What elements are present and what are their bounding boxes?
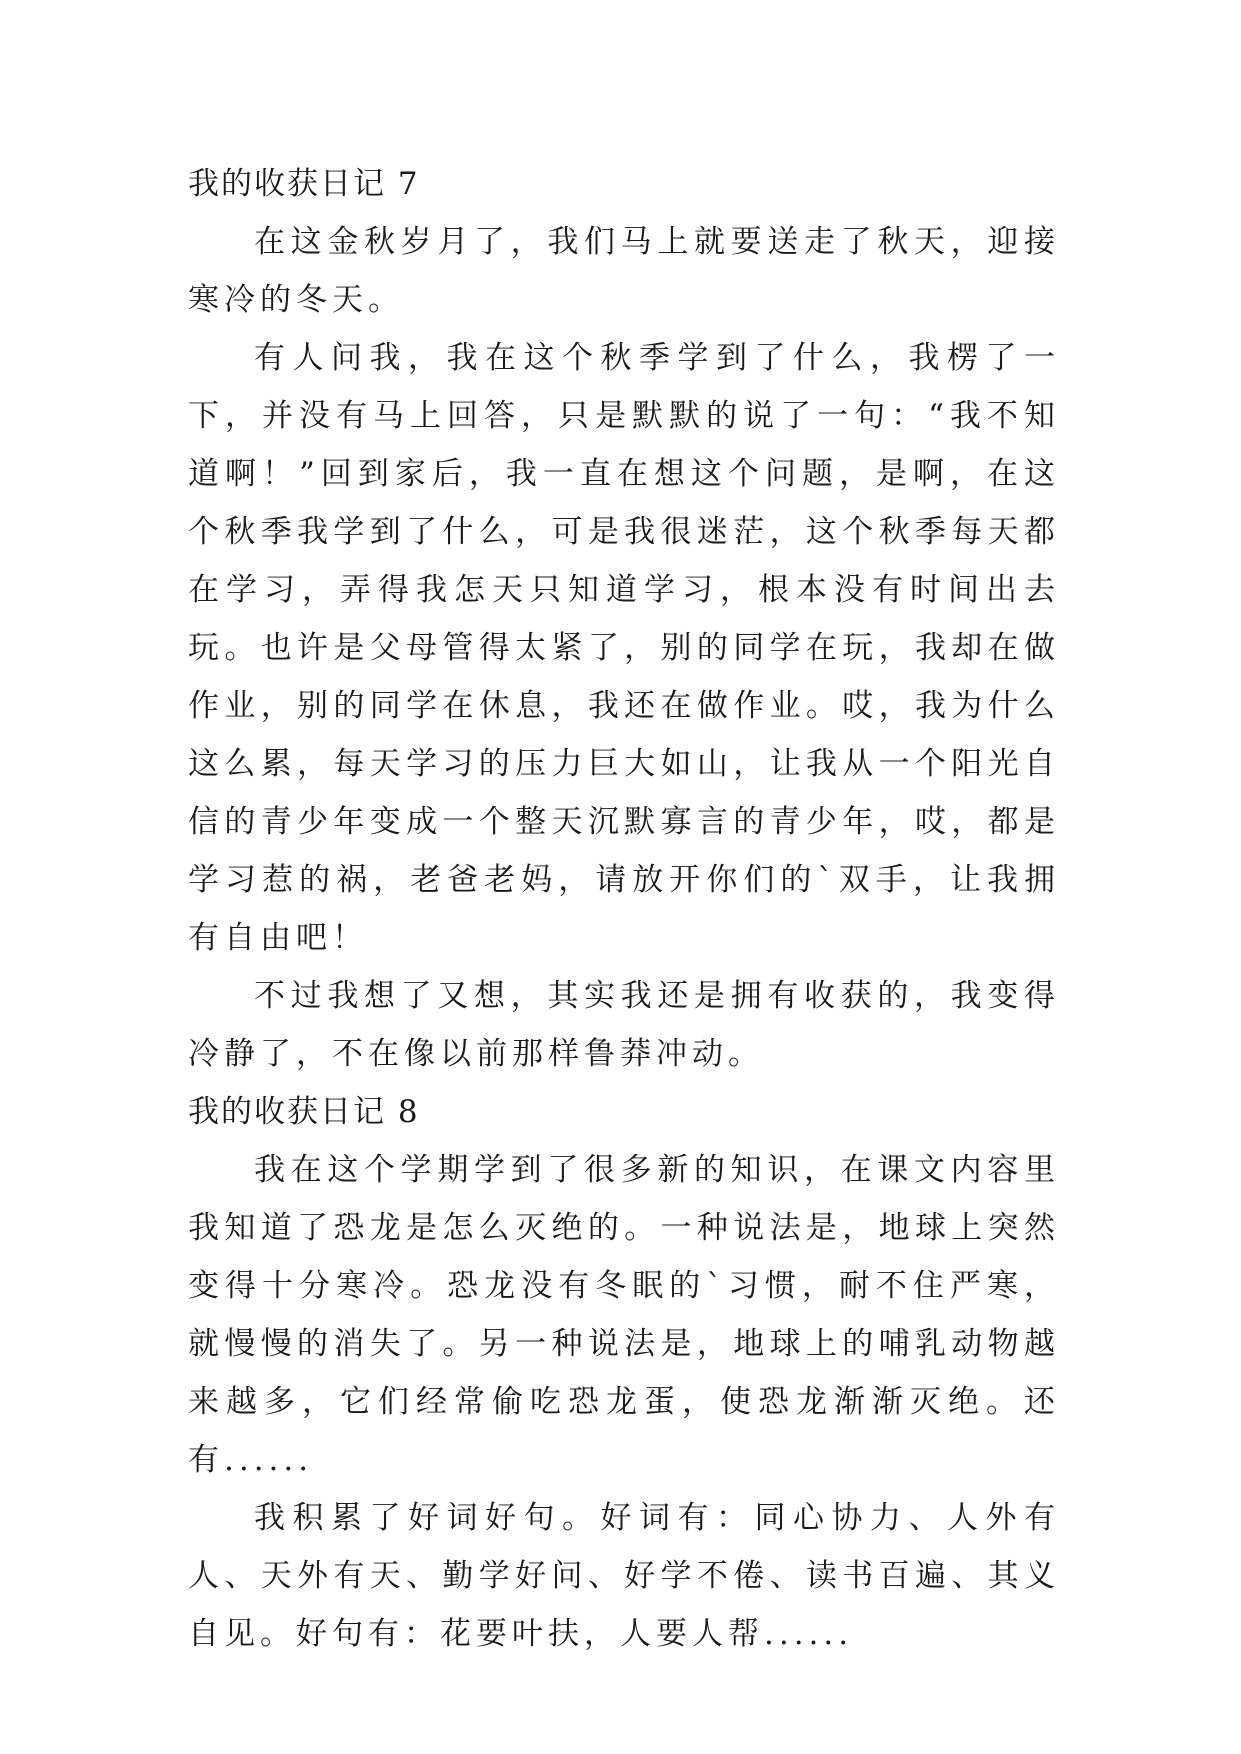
- document-page: [188, 155, 1060, 1663]
- section-title-7: 我的收获日记 7: [188, 166, 420, 202]
- paragraph: 在这金秋岁月了，我们马上就要送走了秋天，迎接寒冷的冬天。: [188, 224, 1060, 318]
- paragraph: 不过我想了又想，其实我还是拥有收获的，我变得冷静了，不在像以前那样鲁莽冲动。: [188, 978, 1060, 1072]
- paragraph: 我积累了好词好句。好词有：同心协力、人外有人、天外有天、勤学好问、好学不倦、读书百遍、其义自见。好句有：花要叶扶，人要人帮......: [188, 1500, 1060, 1652]
- section-title-8: 我的收获日记 8: [188, 1094, 420, 1130]
- paragraph: 我在这个学期学到了很多新的知识，在课文内容里我知道了恐龙是怎么灭绝的。一种说法是，地球上突然变得十分寒冷。恐龙没有冬眠的`习惯，耐不住严寒，就慢慢的消失了。另一种说法是，地球上的哺乳动物越来越多，它们经常偷吃恐龙蛋，使恐龙渐渐灭绝。还有......: [188, 1152, 1060, 1478]
- paragraph: 有人问我，我在这个秋季学到了什么，我楞了一下，并没有马上回答，只是默默的说了一句：“我不知道啊！”回到家后，我一直在想这个问题，是啊，在这个秋季我学到了什么，可是我很迷茫，这个秋季每天都在学习，弄得我怎天只知道学习，根本没有时间出去玩。也许是父母管得太紧了，别的同学在玩，我却在做作业，别的同学在休息，我还在做作业。哎，我为什么这么累，每天学习的压力巨大如山，让我从一个阳光自信的青少年变成一个整天沉默寡言的青少年，哎，都是学习惹的祸，老爸老妈，请放开你们的`双手，让我拥有自由吧！: [188, 340, 1060, 956]
